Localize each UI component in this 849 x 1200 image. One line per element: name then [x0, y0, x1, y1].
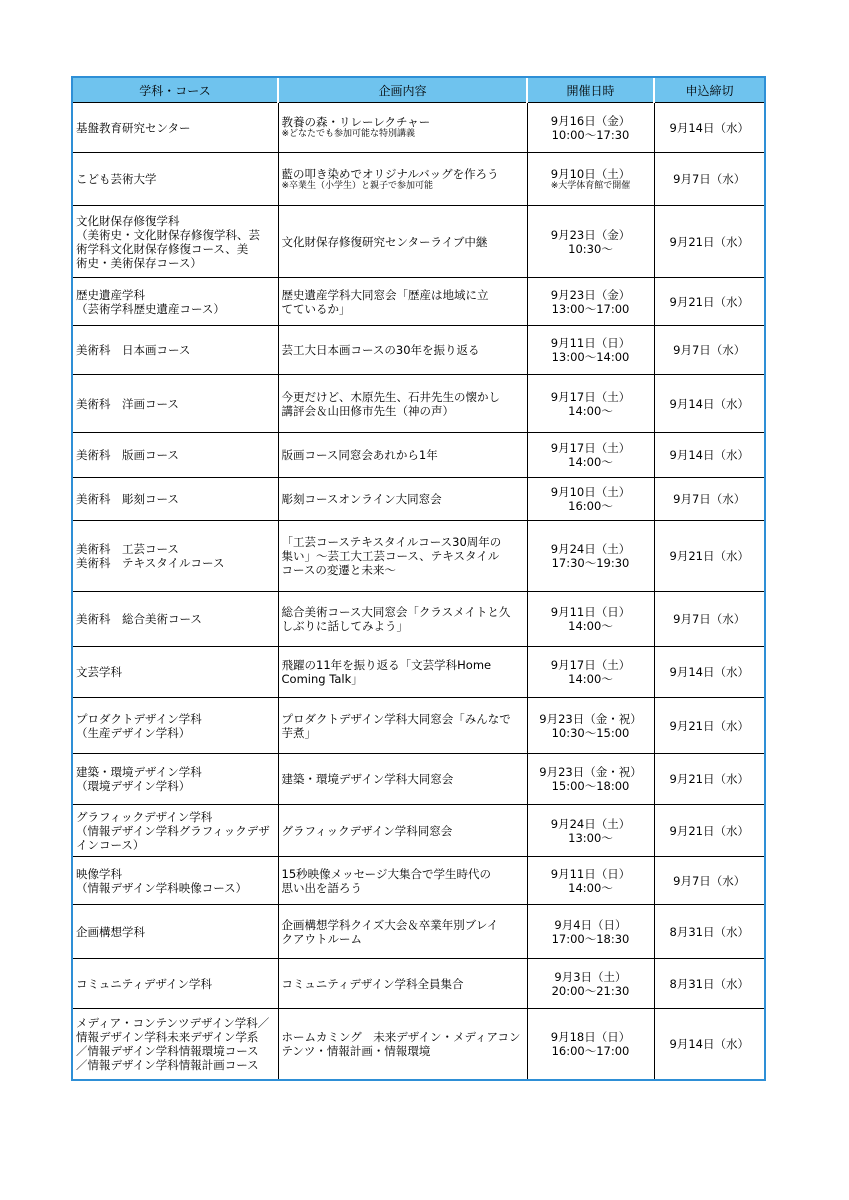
date-cell: [527, 857, 654, 905]
department-cell: [73, 103, 278, 153]
date-line: 17:00～18:30: [551, 931, 630, 946]
date-line: 9月11日（日）: [550, 866, 631, 881]
date-cell: [527, 153, 654, 206]
date-line: 13:00～14:00: [551, 350, 630, 364]
date-line: 9月17日（土）: [550, 389, 631, 404]
department-line: 美術科 版画コース: [76, 448, 179, 462]
department-line: 情報デザイン学科未来デザイン学系: [76, 1029, 259, 1044]
deadline-cell: 9月14日（水）: [654, 433, 764, 478]
date-line: 9月24日（土）: [550, 542, 631, 556]
date-cell: [527, 647, 654, 698]
department-line: （芸術学科歴史遺産コース）: [76, 301, 225, 316]
department-line: 映像学科: [76, 866, 122, 881]
department-cell: [73, 375, 278, 433]
table-row: [73, 206, 764, 278]
date-cell: [527, 905, 654, 959]
department-line: ／情報デザイン学科情報計画コース: [76, 1057, 259, 1072]
plan-line: テンツ・情報計画・情報環境: [281, 1043, 431, 1058]
department-line: グラフィックデザイン学科: [76, 809, 213, 824]
deadline-cell: 9月21日（水）: [654, 698, 764, 754]
plan-line: グラフィックデザイン学科同窓会: [281, 823, 453, 838]
date-line: 10:30～: [568, 241, 613, 256]
plan-cell: [278, 278, 527, 326]
table-row: [73, 857, 764, 905]
department-line: 美術科 工芸コース: [76, 542, 179, 556]
plan-cell: [278, 805, 527, 857]
department-line: （美術史・文化財保存修復学科、芸: [76, 227, 260, 242]
plan-cell: [278, 206, 527, 278]
table-row: [73, 754, 764, 805]
date-line: 9月23日（金）: [550, 287, 631, 302]
table-row: [73, 103, 764, 153]
date-line: 17:30～19:30: [551, 556, 630, 570]
deadline-cell: 9月21日（水）: [654, 754, 764, 805]
date-line: 14:00～: [568, 880, 613, 895]
deadline-cell: 9月14日（水）: [654, 647, 764, 698]
table-row: [73, 153, 764, 206]
table-row: [73, 959, 764, 1009]
date-cell: [527, 278, 654, 326]
deadline-cell: 9月7日（水）: [654, 326, 764, 375]
department-cell: [73, 592, 278, 647]
plan-line: 講評会＆山田修市先生（神の声）: [281, 403, 454, 418]
department-cell: [73, 857, 278, 905]
plan-cell: [278, 153, 527, 206]
header-date: 開催日時: [527, 78, 654, 103]
plan-cell: [278, 521, 527, 592]
plan-line: 建築・環境デザイン学科大同窓会: [281, 772, 454, 786]
plan-cell: [278, 326, 527, 375]
deadline-cell: 9月14日（水）: [654, 103, 764, 153]
date-cell: [527, 805, 654, 857]
plan-line: 15秒映像メッセージ大集合で学生時代の: [281, 866, 491, 881]
header-plan: 企画内容: [278, 78, 527, 103]
plan-cell: [278, 433, 527, 478]
department-line: プロダクトデザイン学科: [76, 711, 202, 726]
table-row: [73, 278, 764, 326]
department-line: 美術科 彫刻コース: [76, 492, 179, 506]
department-cell: [73, 698, 278, 754]
plan-line: 芸工大日本画コースの30年を振り返る: [281, 343, 480, 357]
date-line: 10:00～17:30: [551, 127, 630, 142]
date-cell: [527, 521, 654, 592]
department-line: 文化財保存修復学科: [76, 213, 180, 228]
plan-cell: [278, 698, 527, 754]
department-cell: [73, 478, 278, 521]
department-line: 文芸学科: [76, 665, 122, 679]
department-line: （環境デザイン学科）: [76, 779, 191, 793]
date-line: 9月23日（金・祝）: [539, 765, 642, 779]
date-line: 15:00～18:00: [551, 779, 630, 793]
plan-line: てているか」: [281, 301, 351, 316]
department-cell: [73, 521, 278, 592]
plan-line: 総合美術コース大同窓会「クラスメイトと久: [281, 605, 511, 619]
deadline-cell: 9月14日（水）: [654, 1009, 764, 1079]
department-line: 美術科 日本画コース: [76, 343, 191, 357]
plan-cell: [278, 754, 527, 805]
deadline-cell: 9月7日（水）: [654, 153, 764, 206]
department-line: 美術科 総合美術コース: [76, 612, 202, 626]
date-line: 16:00～: [568, 499, 613, 513]
plan-cell: [278, 375, 527, 433]
plan-line: 飛躍の11年を振り返る「文芸学科Home: [281, 658, 492, 672]
department-cell: [73, 959, 278, 1009]
plan-line: 彫刻コースオンライン大同窓会: [281, 492, 442, 506]
plan-line: プロダクトデザイン学科大同窓会「みんなで: [281, 711, 511, 726]
department-line: （情報デザイン学科グラフィックデザ: [76, 823, 270, 838]
department-cell: [73, 805, 278, 857]
department-cell: [73, 206, 278, 278]
department-line: 企画構想学科: [76, 924, 145, 939]
department-line: メディア・コンテンツデザイン学科／: [76, 1015, 270, 1030]
department-cell: [73, 433, 278, 478]
date-line: 10:30～15:00: [551, 725, 630, 740]
plan-line: 今更だけど、木原先生、石井先生の懐かし: [281, 389, 500, 404]
plan-note: ※どなたでも参加可能な特別講義: [281, 129, 416, 139]
department-line: 術史・美術保存コース）: [76, 255, 202, 270]
table-row: [73, 805, 764, 857]
department-cell: [73, 326, 278, 375]
date-cell: [527, 433, 654, 478]
department-line: 美術科 テキスタイルコース: [76, 556, 225, 570]
date-cell: [527, 375, 654, 433]
deadline-cell: 9月7日（水）: [654, 478, 764, 521]
plan-line: しぶりに話してみよう」: [281, 619, 408, 633]
date-line: 9月16日（金）: [550, 113, 631, 128]
table-row: [73, 905, 764, 959]
table-row: [73, 375, 764, 433]
plan-line: 版画コース同窓会あれから1年: [281, 448, 438, 462]
table-row: [73, 433, 764, 478]
department-line: 基盤教育研究センター: [76, 120, 191, 135]
header-deadline: 申込締切: [654, 78, 764, 103]
date-line: 9月10日（土）: [550, 485, 631, 499]
plan-cell: [278, 905, 527, 959]
deadline-cell: 8月31日（水）: [654, 905, 764, 959]
table-row: [73, 698, 764, 754]
date-note: ※大学体育館で開催: [550, 180, 631, 191]
deadline-cell: 9月7日（水）: [654, 592, 764, 647]
deadline-cell: 9月21日（水）: [654, 278, 764, 326]
deadline-cell: 9月14日（水）: [654, 375, 764, 433]
department-line: インコース）: [76, 837, 145, 852]
date-cell: [527, 206, 654, 278]
plan-line: クアウトルーム: [281, 931, 362, 946]
plan-line: 思い出を語ろう: [281, 880, 362, 895]
date-line: 9月11日（日）: [550, 605, 631, 619]
date-line: 13:00～: [568, 830, 613, 845]
deadline-cell: 9月21日（水）: [654, 206, 764, 278]
date-line: 13:00～17:00: [551, 301, 630, 316]
plan-cell: [278, 647, 527, 698]
date-cell: [527, 1009, 654, 1079]
schedule-sheet: [71, 76, 766, 1081]
date-cell: [527, 959, 654, 1009]
date-line: 9月23日（金）: [550, 227, 631, 242]
date-line: 9月18日（日）: [550, 1029, 631, 1044]
plan-cell: [278, 857, 527, 905]
date-line: 9月10日（土）: [550, 166, 631, 181]
date-line: 9月24日（土）: [550, 816, 631, 831]
plan-line: 歴史遺産学科大同窓会「歴産は地域に立: [281, 287, 489, 302]
plan-note: ※卒業生（小学生）と親子で参加可能: [281, 180, 434, 191]
plan-cell: [278, 478, 527, 521]
department-line: こども芸術大学: [76, 172, 157, 186]
plan-line: 藍の叩き染めでオリジナルバッグを作ろう: [281, 166, 499, 181]
date-cell: [527, 326, 654, 375]
department-line: （情報デザイン学科映像コース）: [76, 880, 248, 895]
department-line: 歴史遺産学科: [76, 287, 145, 302]
date-line: 14:00～: [568, 619, 613, 633]
department-cell: [73, 647, 278, 698]
plan-line: 文化財保存修復研究センターライブ中継: [281, 234, 488, 249]
plan-cell: [278, 1009, 527, 1079]
plan-cell: [278, 103, 527, 153]
date-cell: [527, 698, 654, 754]
table-body: [73, 103, 764, 1079]
deadline-cell: 9月21日（水）: [654, 521, 764, 592]
table-row: [73, 521, 764, 592]
department-cell: [73, 754, 278, 805]
plan-line: コースの変遷と未来～: [281, 563, 396, 577]
plan-line: Coming Talk」: [281, 672, 363, 686]
table-row: [73, 478, 764, 521]
table-row: [73, 326, 764, 375]
plan-line: 教養の森・リレーレクチャー: [281, 115, 431, 129]
department-line: （生産デザイン学科）: [76, 725, 191, 740]
date-cell: [527, 592, 654, 647]
department-cell: [73, 153, 278, 206]
date-line: 9月17日（土）: [550, 441, 631, 455]
deadline-cell: 9月7日（水）: [654, 857, 764, 905]
plan-cell: [278, 959, 527, 1009]
deadline-cell: 9月21日（水）: [654, 805, 764, 857]
table-row: [73, 647, 764, 698]
date-cell: [527, 754, 654, 805]
table-row: [73, 1009, 764, 1079]
table-row: [73, 592, 764, 647]
table-header-row: [73, 78, 764, 103]
plan-line: コミュニティデザイン学科全員集合: [281, 976, 464, 991]
header-department: 学科・コース: [73, 78, 278, 103]
department-line: ／情報デザイン学科情報環境コース: [76, 1043, 259, 1058]
date-line: 9月11日（日）: [550, 336, 631, 350]
date-line: 9月3日（土）: [554, 969, 627, 984]
date-line: 14:00～: [568, 455, 613, 469]
date-cell: [527, 103, 654, 153]
date-line: 14:00～: [568, 403, 613, 418]
date-line: 9月23日（金・祝）: [539, 711, 642, 726]
department-line: 建築・環境デザイン学科: [76, 765, 202, 779]
plan-line: 芋煮」: [281, 725, 316, 740]
date-cell: [527, 478, 654, 521]
deadline-cell: 8月31日（水）: [654, 959, 764, 1009]
department-cell: [73, 905, 278, 959]
plan-line: 集い」～芸工大工芸コース、テキスタイル: [281, 549, 500, 563]
department-line: コミュニティデザイン学科: [76, 976, 213, 991]
date-line: 9月4日（日）: [554, 917, 627, 932]
date-line: 14:00～: [568, 672, 613, 686]
department-cell: [73, 1009, 278, 1079]
department-line: 美術科 洋画コース: [76, 396, 179, 411]
department-line: 術学科文化財保存修復コース、美: [76, 241, 249, 256]
plan-line: ホームカミング 未来デザイン・メディアコン: [281, 1029, 521, 1044]
date-line: 20:00～21:30: [551, 983, 630, 998]
date-line: 9月17日（土）: [550, 658, 631, 672]
event-schedule-table: [73, 78, 764, 1079]
plan-cell: [278, 592, 527, 647]
plan-line: 企画構想学科クイズ大会＆卒業年別ブレイ: [281, 917, 499, 932]
department-cell: [73, 278, 278, 326]
plan-line: 「工芸コーステキスタイルコース30周年の: [281, 535, 502, 549]
date-line: 16:00～17:00: [551, 1043, 630, 1058]
